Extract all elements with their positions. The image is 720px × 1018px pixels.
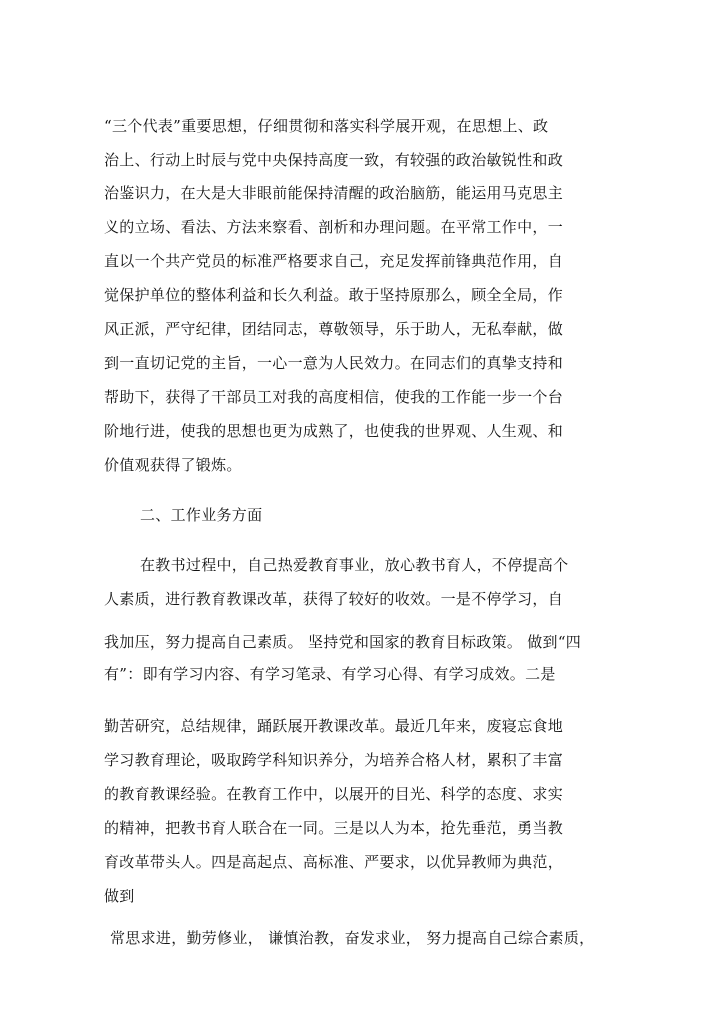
section-heading: 二、工作业务方面 [140, 506, 263, 524]
text-line: 育改革带头人。四是高起点、高标准、严要求，以优异教师为典范， [104, 853, 564, 871]
text-line: 在教书过程中，自己热爱教育事业，放心教书育人，不停提高个 [140, 556, 569, 574]
text-line: 治上、行动上时辰与党中央保持高度一致，有较强的政治敏锐性和政 [104, 151, 564, 169]
text-line: 我加压，努力提高自己素质。 坚持党和国家的教育目标政策。 做到“四 [104, 633, 582, 651]
text-line: 觉保护单位的整体利益和长久利益。敢于坚持原那么，顾全全局，作 [104, 286, 564, 304]
text-line: 学习教育理论，吸取跨学科知识养分，为培养合格人材，累积了丰富 [104, 751, 564, 769]
text-line: 价值观获得了锻炼。 [104, 456, 242, 474]
text-line: 直以一个共产党员的标准严格要求自己，充足发挥前锋典范作用，自 [104, 252, 564, 270]
text-line: 人素质，进行教育教课改革，获得了较好的收效。一是不停学习，自 [104, 590, 564, 608]
text-line: 风正派，严守纪律，团结同志，尊敬领导，乐于助人，无私奉献，做 [104, 320, 564, 338]
text-line: 的精神，把教书育人联合在一同。三是以人为本，抢先垂范，勇当教 [104, 819, 564, 837]
text-line: 常思求进，勤劳修业， 谦慎治教，奋发求业， 努力提高自己综合素质， [110, 929, 595, 947]
text-line: 勤苦研究，总结规律，踊跃展开教课改革。最近几年来，废寝忘食地 [104, 717, 564, 735]
text-line: 到一直切记党的主旨，一心一意为人民效力。在同志们的真挚支持和 [104, 354, 564, 372]
text-line: 做到 [104, 887, 135, 905]
text-line: “三个代表”重要思想，仔细贯彻和落实科学展开观，在思想上、政 [104, 117, 549, 135]
text-line: 的教育教课经验。在教育工作中，以展开的目光、科学的态度、求实 [104, 785, 564, 803]
text-line: 治鉴识力，在大是大非眼前能保持清醒的政治脑筋，能运用马克思主 [104, 184, 564, 202]
text-line: 阶地行进，使我的思想也更为成熟了，也使我的世界观、人生观、和 [104, 422, 564, 440]
text-line: 有”：即有学习内容、有学习笔录、有学习心得、有学习成效。二是 [104, 665, 556, 683]
text-line: 义的立场、看法、方法来察看、剖析和办理问题。在平常工作中，一 [104, 218, 564, 236]
text-line: 帮助下，获得了干部员工对我的高度相信，使我的工作能一步一个台 [104, 388, 564, 406]
